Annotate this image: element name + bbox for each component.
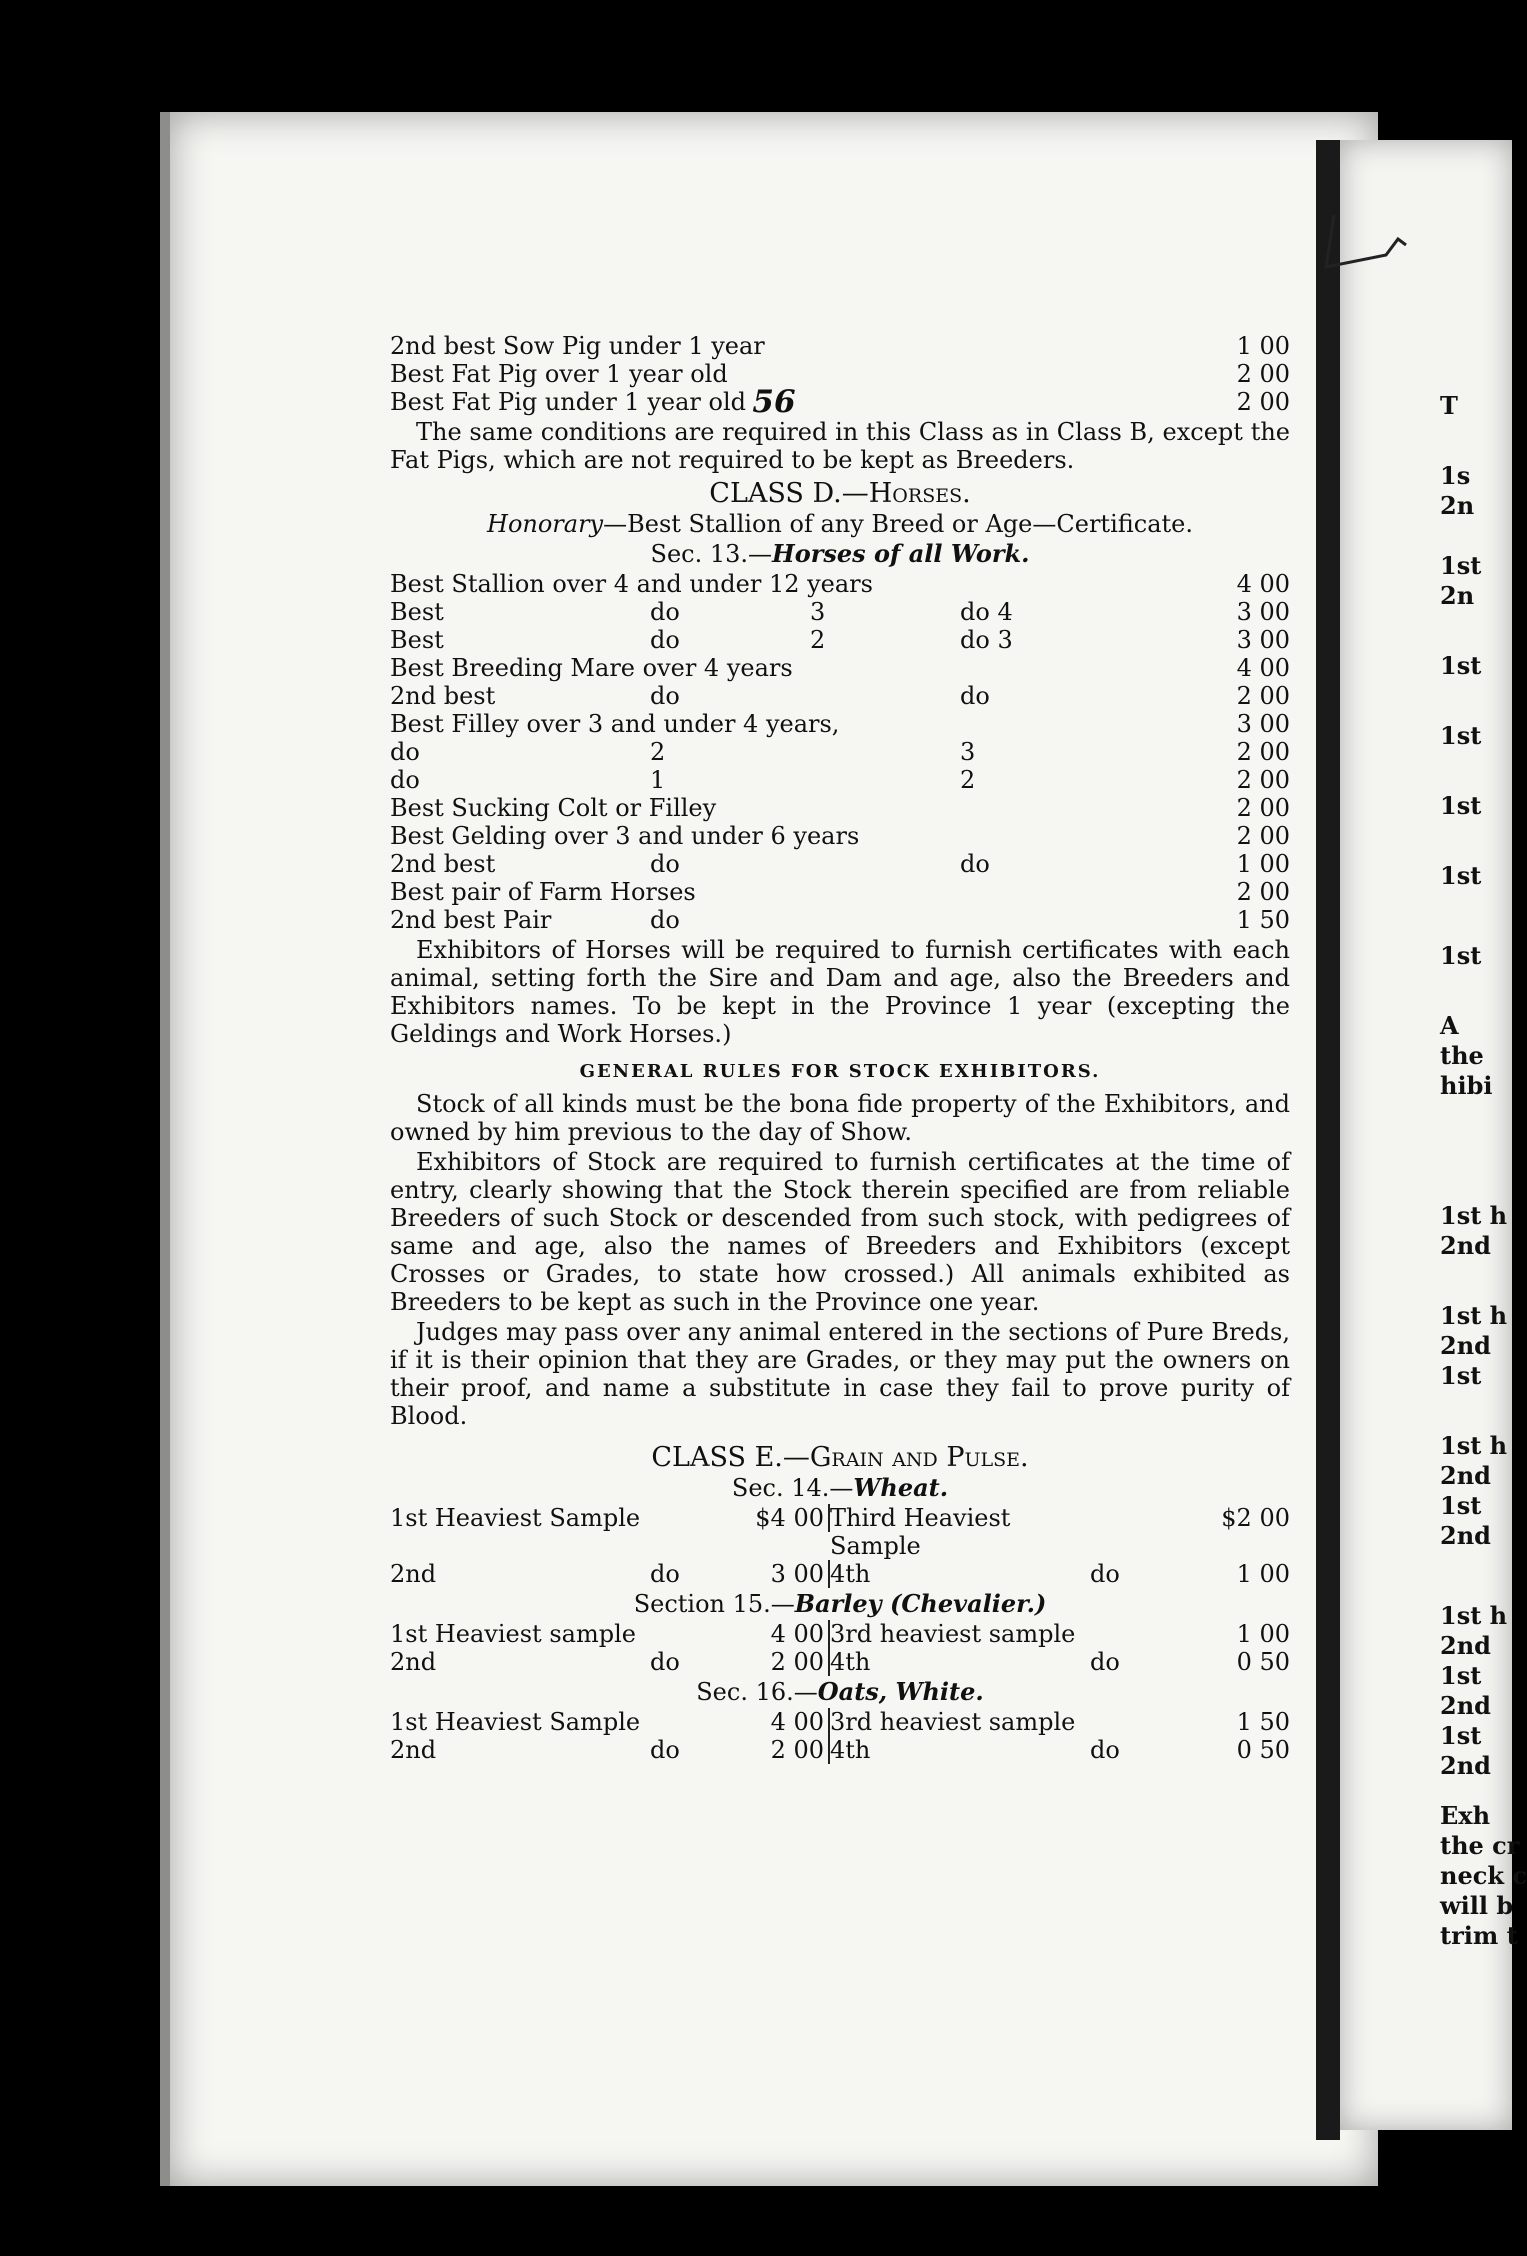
prize-label-group (390, 822, 960, 850)
section-name: Wheat. (853, 1473, 949, 1502)
fragment-text: 1st (1440, 1661, 1482, 1690)
prize-label: do 3 (960, 626, 1013, 654)
prize-label (810, 906, 960, 934)
prize-amount: $2 00 (1221, 1504, 1290, 1532)
prize-label: Best (390, 598, 444, 626)
prize-label (810, 682, 960, 710)
prize-row (390, 822, 1290, 850)
prize-label: 2nd best (390, 850, 496, 878)
fragment-text: hibi (1440, 1071, 1493, 1100)
prize-amount: 2 00 (750, 1648, 830, 1676)
prize-label: 2nd (390, 1648, 437, 1676)
prize-row (390, 388, 1290, 416)
grain-prize-row (390, 1736, 1290, 1764)
rule-paragraph (390, 1090, 1290, 1146)
rule-paragraph (390, 1148, 1290, 1316)
prize-label: 2 (650, 738, 666, 766)
fragment-text: 2nd (1440, 1631, 1491, 1660)
prize-row (390, 570, 1290, 598)
prize-amount: 3 00 (750, 1560, 830, 1588)
fragment-text: 1st h (1440, 1201, 1508, 1230)
prize-label: do (1090, 1736, 1120, 1764)
prize-label: do (650, 598, 680, 626)
prize-label: do (960, 682, 990, 710)
prize-amount: 2 00 (750, 1736, 830, 1764)
grain-sections (390, 1474, 1290, 1764)
fragment-text: 1st (1440, 1361, 1482, 1390)
fragment-text: will b (1440, 1891, 1514, 1920)
section-name: Barley (Chevalier.) (794, 1589, 1047, 1618)
prize-label-group (390, 738, 975, 766)
prize-label: Best Stallion over 4 and under 12 years (390, 570, 873, 598)
prize-amount: 4 00 (1236, 570, 1290, 598)
prize-label: 2 (810, 626, 826, 654)
horse-exhibitors-paragraph: Exhibitors of Horses will be required to furnish certificates with each animal, setting forth the Sire and Dam and age, also the Breeders and Exhibitors names. To be kept in the Province 1 year (excepting the Geldings and Work Horses.) (390, 936, 1290, 1048)
prize-row (390, 906, 1290, 934)
prize-row (390, 360, 1290, 388)
fragment-text: 1s (1440, 461, 1471, 490)
prize-label-group (390, 906, 960, 934)
prize-label: do (960, 850, 990, 878)
prize-label (650, 710, 810, 738)
prize-amount: 2 00 (1236, 766, 1290, 794)
prize-amount: 1 50 (1236, 1708, 1290, 1736)
prize-label: do (650, 626, 680, 654)
class-e-heading: CLASS E.—Grain and Pulse. (651, 1442, 1029, 1473)
prize-row (390, 710, 1290, 738)
prize-label: 4th (830, 1560, 871, 1588)
prize-label: 1st Heaviest sample (390, 1620, 636, 1648)
prize-label: Best Filley over 3 and under 4 years, (390, 710, 840, 738)
page-number: 56 (752, 384, 796, 420)
prize-row (390, 598, 1290, 626)
section-prefix: Section 15.— (633, 1590, 795, 1618)
section-prefix: Sec. 16.— (696, 1678, 818, 1706)
prize-amount: 0 50 (1236, 1648, 1290, 1676)
prize-row (390, 878, 1290, 906)
prize-label (810, 766, 960, 794)
rule-text: Stock of all kinds must be the bona fide property of the Exhibitors, and owned by him previous to the day of Show. (390, 1090, 1290, 1146)
prize-amount: 2 00 (1236, 794, 1290, 822)
prize-label (650, 822, 810, 850)
prize-label (810, 570, 960, 598)
prize-row (390, 794, 1290, 822)
prize-label-group (390, 570, 960, 598)
horse-prize-list (390, 570, 1290, 934)
fragment-text: 2nd (1440, 1231, 1491, 1260)
prize-label-group (390, 654, 960, 682)
prize-row (390, 682, 1290, 710)
prize-label (810, 878, 960, 906)
prize-amount: 3 00 (1236, 710, 1290, 738)
fragment-text: 1st (1440, 1491, 1482, 1520)
prize-label: Best Breeding Mare over 4 years (390, 654, 793, 682)
prize-label: do (650, 906, 680, 934)
prize-label-group (390, 878, 960, 906)
prize-label: 3rd heaviest sample (830, 1708, 1076, 1736)
prize-amount: 2 00 (1236, 822, 1290, 850)
prize-label: 4th (830, 1648, 871, 1676)
fragment-text: 2nd (1440, 1691, 1491, 1720)
fragment-text: 1st (1440, 861, 1482, 890)
pen-mark-icon (1320, 205, 1408, 275)
prize-row (390, 332, 1290, 360)
prize-label: do (650, 1648, 680, 1676)
honorary-line: Honorary—Best Stallion of any Breed or Age—Certificate. (487, 510, 1193, 538)
prize-label: 2nd (390, 1736, 437, 1764)
prize-label-group (390, 626, 1013, 654)
fragment-text: 2n (1440, 581, 1475, 610)
prize-label: 1 (650, 766, 666, 794)
prize-amount: 1 00 (1236, 850, 1290, 878)
grain-prize-row (390, 1504, 1290, 1560)
fragment-text: neck c (1440, 1861, 1527, 1890)
fragment-text: 1st (1440, 551, 1482, 580)
fragment-text: 1st (1440, 651, 1482, 680)
fragment-text: 1st (1440, 1721, 1482, 1750)
prize-label: 2 (960, 766, 976, 794)
fragment-text: 2n (1440, 491, 1475, 520)
fragment-text: 2nd (1440, 1521, 1491, 1550)
prize-amount: 4 00 (750, 1708, 830, 1736)
prize-label (650, 654, 810, 682)
prize-amount: 2 00 (1236, 738, 1290, 766)
prize-label: 3 (810, 598, 826, 626)
prize-amount: 2 00 (1236, 682, 1290, 710)
rule-paragraph (390, 1318, 1290, 1430)
fragment-text: Exh (1440, 1801, 1491, 1830)
fragment-text: 1st h (1440, 1301, 1508, 1330)
fragment-text: 2nd (1440, 1461, 1491, 1490)
fragment-text: 1st (1440, 941, 1482, 970)
prize-label (810, 850, 960, 878)
prize-label: do (650, 850, 680, 878)
fragment-text: 1st h (1440, 1431, 1508, 1460)
conditions-paragraph: The same conditions are required in this Class as in Class B, except the Fat Pigs, which are not required to be kept as Breeders. (390, 418, 1290, 474)
prize-label: Best Gelding over 3 and under 6 years (390, 822, 860, 850)
prize-label: do (650, 1736, 680, 1764)
prize-label: Best Fat Pig under 1 year old (390, 388, 746, 416)
prize-label: do (650, 1560, 680, 1588)
pig-prize-list (390, 332, 1290, 416)
prize-label: 2nd best (390, 682, 496, 710)
grain-prize-row (390, 1708, 1290, 1736)
prize-label-group (390, 682, 990, 710)
fragment-text: the (1440, 1041, 1484, 1070)
fragment-text: A (1440, 1011, 1459, 1040)
prize-amount: 3 00 (1236, 626, 1290, 654)
section-name: Oats, White. (817, 1677, 984, 1706)
prize-label (810, 738, 960, 766)
prize-row (390, 654, 1290, 682)
section-prefix: Sec. 14.— (731, 1474, 854, 1502)
prize-row (390, 850, 1290, 878)
prize-label-group (390, 710, 960, 738)
fragment-text: 1st (1440, 791, 1482, 820)
prize-label (650, 570, 810, 598)
prize-label: Best pair of Farm Horses (390, 878, 696, 906)
grain-section-heading (390, 1678, 1290, 1706)
grain-prize-row (390, 1560, 1290, 1588)
rule-text: Judges may pass over any animal entered in the sections of Pure Breds, if it is their opinion that they are Grades, or they may put the owners on their proof, and name a substitute in case they fail to prove purity of Blood. (390, 1318, 1290, 1430)
prize-amount: 1 00 (1236, 1620, 1290, 1648)
prize-label (650, 794, 810, 822)
prize-label: 1st Heaviest Sample (390, 1504, 641, 1532)
fragment-text: T (1440, 391, 1458, 420)
prize-label (810, 710, 960, 738)
prize-amount: 3 00 (1236, 598, 1290, 626)
prize-label: 2nd best Sow Pig under 1 year (390, 332, 765, 360)
page-content (390, 332, 1290, 1764)
prize-label: do 4 (960, 598, 1013, 626)
prize-label-group (390, 794, 960, 822)
prize-amount: 4 00 (1236, 654, 1290, 682)
prize-row (390, 626, 1290, 654)
prize-amount: $4 00 (750, 1504, 830, 1532)
prize-label: 2nd best Pair (390, 906, 552, 934)
general-rules-list (390, 1090, 1290, 1430)
prize-label: Best Fat Pig over 1 year old (390, 360, 728, 388)
class-d-heading: CLASS D.—Horses. (709, 478, 971, 509)
prize-label: do (390, 766, 420, 794)
prize-amount: 4 00 (750, 1620, 830, 1648)
prize-row (390, 738, 1290, 766)
prize-label (810, 654, 960, 682)
prize-label: 1st Heaviest Sample (390, 1708, 641, 1736)
book-gutter (1316, 140, 1340, 2140)
prize-label: do (1090, 1560, 1120, 1588)
rule-text: Exhibitors of Stock are required to furnish certificates at the time of entry, clearly showing that the Stock therein specified are from reliable Breeders of such Stock or descended from such stock, with pedigrees of same and age, also the names of Breeders and Exhibitors (except Crosses or Grades, to state how crossed.) All animals exhibited as Breeders to be kept as such in the Province one year. (390, 1148, 1290, 1316)
prize-amount: 2 00 (1236, 388, 1290, 416)
fragment-text: trim t (1440, 1921, 1518, 1950)
prize-label: do (390, 738, 420, 766)
grain-prize-row (390, 1620, 1290, 1648)
prize-label: 4th (830, 1736, 871, 1764)
prize-amount: 2 00 (1236, 878, 1290, 906)
prize-amount: 1 50 (1236, 906, 1290, 934)
fragment-text: the cr (1440, 1831, 1520, 1860)
prize-label: Third Heaviest Sample (830, 1504, 1011, 1560)
prize-label (810, 822, 960, 850)
prize-label: Best Sucking Colt or Filley (390, 794, 717, 822)
grain-section-heading (390, 1474, 1290, 1502)
prize-label: 3rd heaviest sample (830, 1620, 1076, 1648)
prize-amount: 1 00 (1236, 332, 1290, 360)
fragment-text: 2nd (1440, 1751, 1491, 1780)
prize-label-group (390, 598, 1013, 626)
prize-label: Best (390, 626, 444, 654)
fragment-text: 2nd (1440, 1331, 1491, 1360)
prize-amount: 0 50 (1236, 1736, 1290, 1764)
prize-label: 2nd (390, 1560, 437, 1588)
prize-label: do (650, 682, 680, 710)
prize-row (390, 766, 1290, 794)
prize-amount: 2 00 (1236, 360, 1290, 388)
grain-section-heading (390, 1590, 1290, 1618)
prize-label-group (390, 850, 990, 878)
fragment-text: 1st h (1440, 1601, 1508, 1630)
fragment-text: 1st (1440, 721, 1482, 750)
grain-prize-row (390, 1648, 1290, 1676)
prize-label (650, 878, 810, 906)
prize-amount: 1 00 (1236, 1560, 1290, 1588)
prize-label: 3 (960, 738, 976, 766)
general-rules-heading: GENERAL RULES FOR STOCK EXHIBITORS. (579, 1061, 1101, 1082)
prize-label-group (390, 766, 975, 794)
section-13-heading: Sec. 13.—Horses of all Work. (650, 539, 1030, 568)
prize-label: do (1090, 1648, 1120, 1676)
prize-label (810, 794, 960, 822)
